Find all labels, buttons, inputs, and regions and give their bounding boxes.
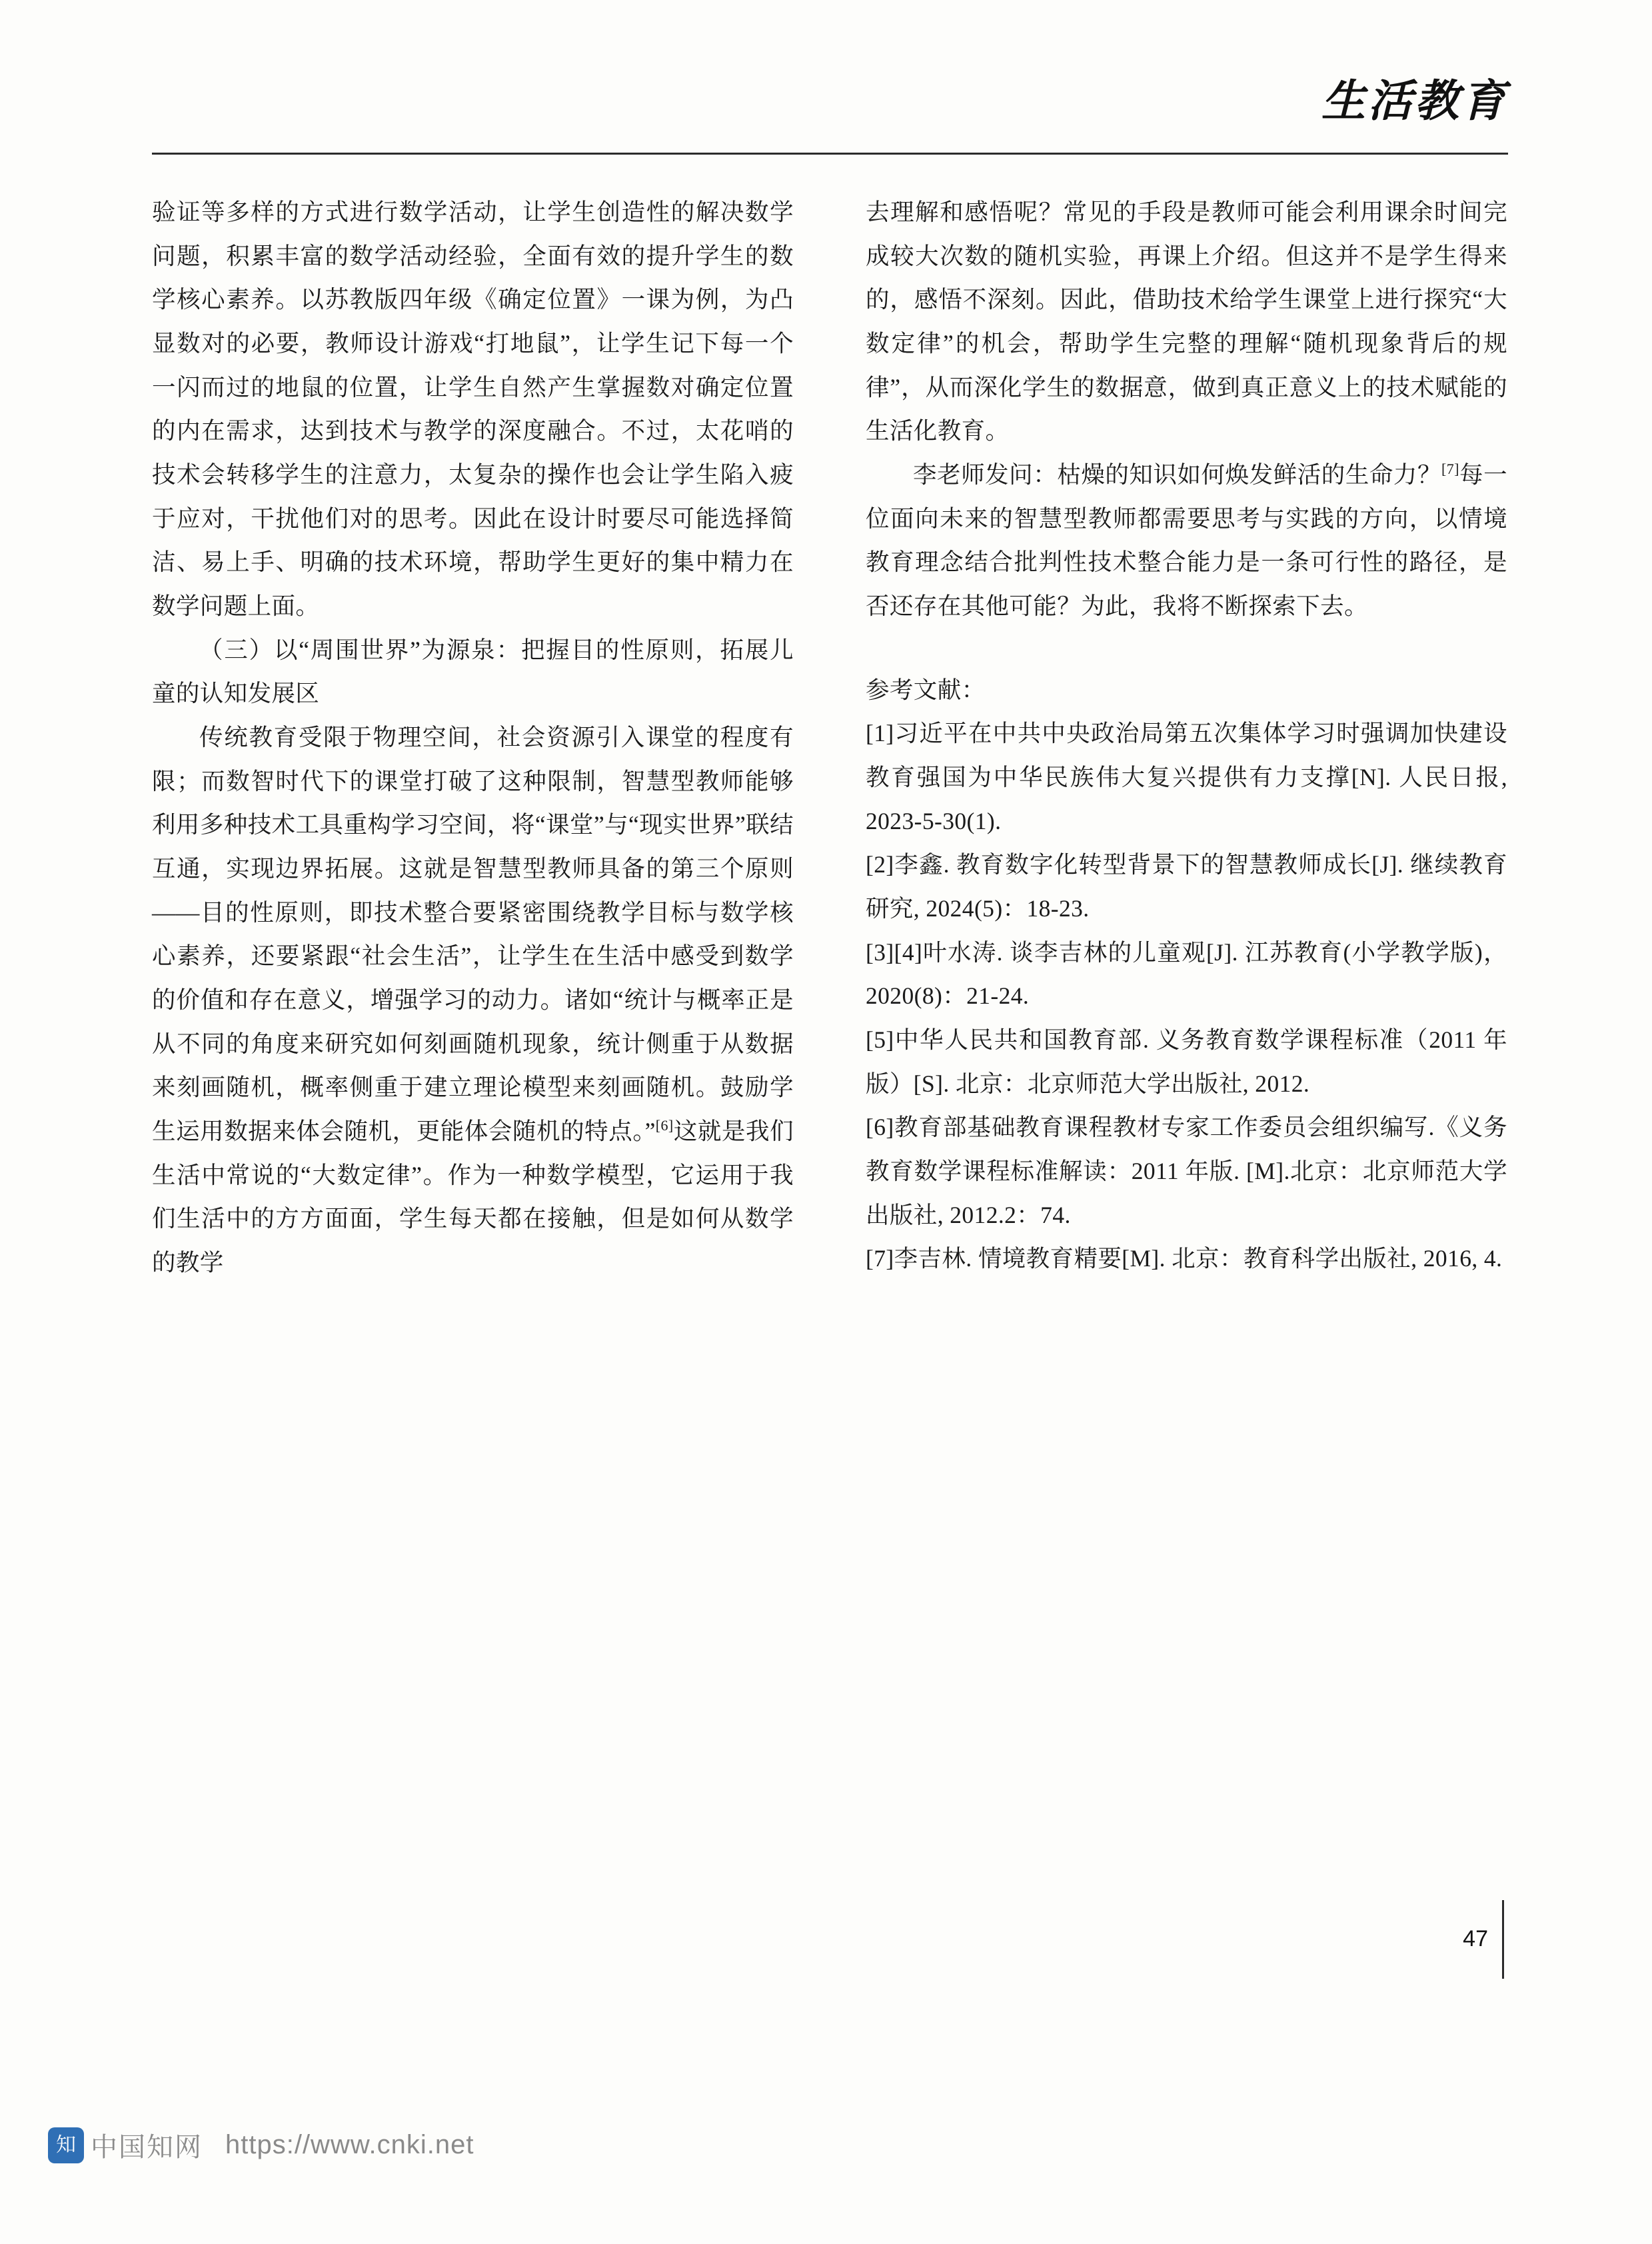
cnki-logo xyxy=(48,2126,203,2164)
paragraph-text-suffix-right: 每一位面向未来的智慧型教师都需要思考与实践的方向，以情境教育理念结合批判性技术整合能力是一条可行性的路径，是否还存在其他可能？为此，我将不断探索下去。 xyxy=(866,461,1507,620)
article-body xyxy=(152,191,1508,1285)
cnki-badge-icon: 知 xyxy=(48,2127,84,2163)
journal-title: 生活教育 xyxy=(1321,77,1508,126)
references-heading: 参考文献： xyxy=(866,676,986,703)
cnki-url: https://www.cnki.net xyxy=(225,2130,474,2159)
section-heading-3: （三）以“周围世界”为源泉：把握目的性原则，拓展儿童的认知发展区 xyxy=(152,636,794,707)
cnki-watermark xyxy=(48,2126,474,2164)
paragraph-text-prefix-right: 李老师发问：枯燥的知识如何焕发鲜活的生命力？ xyxy=(913,461,1442,489)
reference-item: [6]教育部基础教育课程教材专家工作委员会组织编写.《义务教育数学课程标准解读：2011 年版. [M].北京：北京师范大学出版社, 2012.2：74. xyxy=(866,1114,1507,1228)
reference-item: [2]李鑫. 教育数字化转型背景下的智慧教师成长[J]. 继续教育研究, 2024(5)：18-23. xyxy=(866,851,1507,922)
page-header xyxy=(152,77,1508,167)
header-divider xyxy=(152,153,1508,155)
reference-item: [5]中华人民共和国教育部. 义务教育数学课程标准（2011 年版）[S]. 北京：北京师范大学出版社, 2012. xyxy=(866,1026,1507,1097)
reference-item: [3][4]叶水涛. 谈李吉林的儿童观[J]. 江苏教育(小学教学版)，2020(8)：21-24. xyxy=(866,938,1507,1010)
page-number-rule xyxy=(1502,1900,1504,1979)
paragraph-text-suffix: 这就是我们生活中常说的“大数定律”。作为一种数学模型，它运用于我们生活中的方方面面，学生每天都在接触，但是如何从数学的教学 xyxy=(152,1118,794,1276)
left-column xyxy=(152,191,794,1285)
paragraph-continuation: 验证等多样的方式进行数学活动，让学生创造性的解决数学问题，积累丰富的数学活动经验，全面有效的提升学生的数学核心素养。以苏教版四年级《确定位置》一课为例，为凸显数对的必要，教师设计游戏“打地鼠”，让学生记下每一个一闪而过的地鼠的位置，让学生自然产生掌握数对确定位置的内在需求，达到技术与教学的深度融合。不过，太花哨的技术会转移学生的注意力，太复杂的操作也会让学生陷入疲于应对，干扰他们对的思考。因此在设计时要尽可能选择简洁、易上手、明确的技术环境，帮助学生更好的集中精力在数学问题上面。 xyxy=(152,199,794,620)
paragraph-text-prefix: 传统教育受限于物理空间，社会资源引入课堂的程度有限；而数智时代下的课堂打破了这种限制，智慧型教师能够利用多种技术工具重构学习空间，将“课堂”与“现实世界”联结互通，实现边界拓展。这就是智慧型教师具备的第三个原则——目的性原则，即技术整合要紧密围绕教学目标与数学核心素养，还要紧跟“社会生活”，让学生在生活中感受到数学的价值和存在意义，增强学习的动力。诸如“统计与概率正是从不同的角度来研究如何刻画随机现象，统计侧重于从数据来刻画随机，概率侧重于建立理论模型来刻画随机。鼓励学生运用数据来体会随机，更能体会随机的特点。” xyxy=(152,724,794,1145)
reference-item: [7]李吉林. 情境教育精要[M]. 北京：教育科学出版社, 2016, 4. xyxy=(866,1245,1503,1272)
paragraph-with-citation-7 xyxy=(866,453,1507,628)
paragraph-with-citation xyxy=(152,716,794,1285)
citation-marker-6: [6] xyxy=(655,1117,674,1134)
citation-marker-7: [7] xyxy=(1441,461,1459,478)
reference-item: [1]习近平在中共中央政治局第五次集体学习时强调加快建设教育强国为中华民族伟大复兴提供有力支撑[N]. 人民日报, 2023-5-30(1). xyxy=(866,720,1507,834)
page-number: 47 xyxy=(1463,1926,1488,1951)
cnki-name: 中国知网 xyxy=(91,2133,203,2162)
paragraph-continuation-right: 去理解和感悟呢？常见的手段是教师可能会利用课余时间完成较大次数的随机实验，再课上介绍。但这并不是学生得来的，感悟不深刻。因此，借助技术给学生课堂上进行探究“大数定律”的机会，帮助学生完整的理解“随机现象背后的规律”，从而深化学生的数据意，做到真正意义上的技术赋能的生活化教育。 xyxy=(866,199,1507,445)
right-column xyxy=(866,191,1507,1285)
